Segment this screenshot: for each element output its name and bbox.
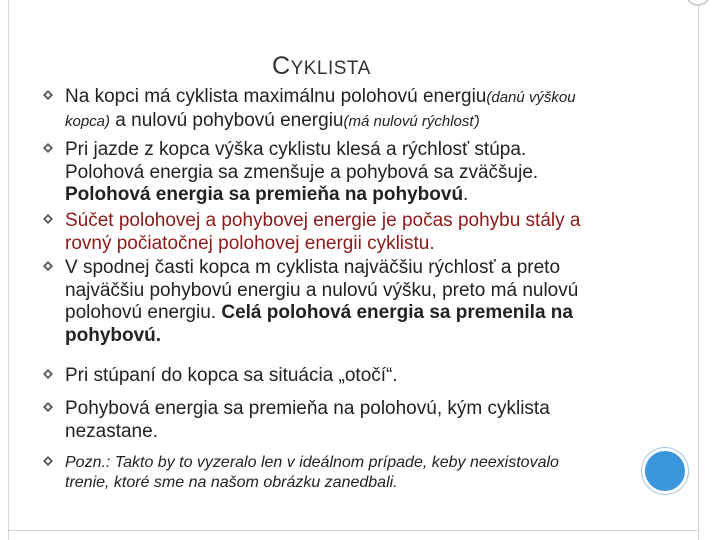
bullet-3-line-2: rovný počiatočnej polohovej energii cyklistu. <box>65 232 435 254</box>
bullet-item-1 <box>65 86 705 133</box>
bullet-5-line-1: Pri stúpaní do kopca sa situácia „otočí“. <box>65 365 398 386</box>
bullet-item-4 <box>65 257 705 347</box>
bullet-2-line-3 <box>65 184 705 207</box>
bullet-item-5 <box>65 365 705 388</box>
note-line-2: trenie, ktoré sme na našom obrázku zanedbali. <box>65 474 398 491</box>
bullet-2-emphasis: Polohová energia sa premieňa na pohybovú <box>65 184 464 205</box>
bullet-item-2 <box>65 139 705 207</box>
bullet-4-line-2: najväčšiu pohybovú energiu a nulovú výšku, preto má nulovú <box>65 279 579 301</box>
bullet-1-note-start: (danú výškou <box>486 89 576 106</box>
slide-title-rest: YKLISTA <box>290 58 371 79</box>
bullet-6-line-1: Pohybová energia sa premieňa na polohovú, kým cyklista <box>65 398 550 419</box>
bullet-diamond-icon <box>42 142 54 154</box>
bullet-4-line-4: pohybovú. <box>65 324 162 346</box>
bullet-item-3 <box>65 210 705 255</box>
bullet-item-7-note <box>65 453 705 493</box>
bullet-3-line-1: Súčet polohovej a pohybovej energie je počas pohybu stály a <box>65 210 581 231</box>
bullet-diamond-icon <box>42 89 54 101</box>
bullet-1-note-velocity: (má nulovú rýchlosť) <box>343 112 480 130</box>
bullet-diamond-icon <box>42 260 54 272</box>
bullet-4-line-3 <box>65 302 705 325</box>
slide-title-initial: C <box>272 52 291 80</box>
bullet-1-text-continued: a nulovú pohybovú energiu <box>110 109 344 131</box>
bullet-1-text-main: Na kopci má cyklista maximálnu polohovú energiu <box>65 86 487 107</box>
bullet-4-emphasis: Celá polohová energia sa premenila na <box>221 302 573 323</box>
bullet-1-line-2 <box>65 110 705 134</box>
bullet-2-line-2: Polohová energia sa zmenšuje a pohybová sa zväčšuje. <box>65 161 539 183</box>
bullet-diamond-icon <box>42 213 54 225</box>
bullet-4-line-1: V spodnej časti kopca m cyklista najväčšiu rýchlosť a preto <box>65 257 561 278</box>
bullet-diamond-icon <box>42 368 54 380</box>
bullet-4-text: polohovú energiu. <box>65 302 222 323</box>
bullet-diamond-icon <box>42 455 54 467</box>
note-line-1: Pozn.: Takto by to vyzeralo len v ideálnom prípade, keby neexistovalo <box>65 454 559 471</box>
bullet-item-6 <box>65 398 705 443</box>
bullet-2-period: . <box>463 184 469 205</box>
bullet-2-line-1: Pri jazde z kopca výška cyklistu klesá a rýchlosť stúpa. <box>65 139 527 160</box>
bullet-diamond-icon <box>42 401 54 413</box>
bullet-1-line-1 <box>65 86 705 110</box>
bullet-1-note-end: kopca) <box>65 112 111 130</box>
bullet-6-line-2: nezastane. <box>65 420 158 442</box>
